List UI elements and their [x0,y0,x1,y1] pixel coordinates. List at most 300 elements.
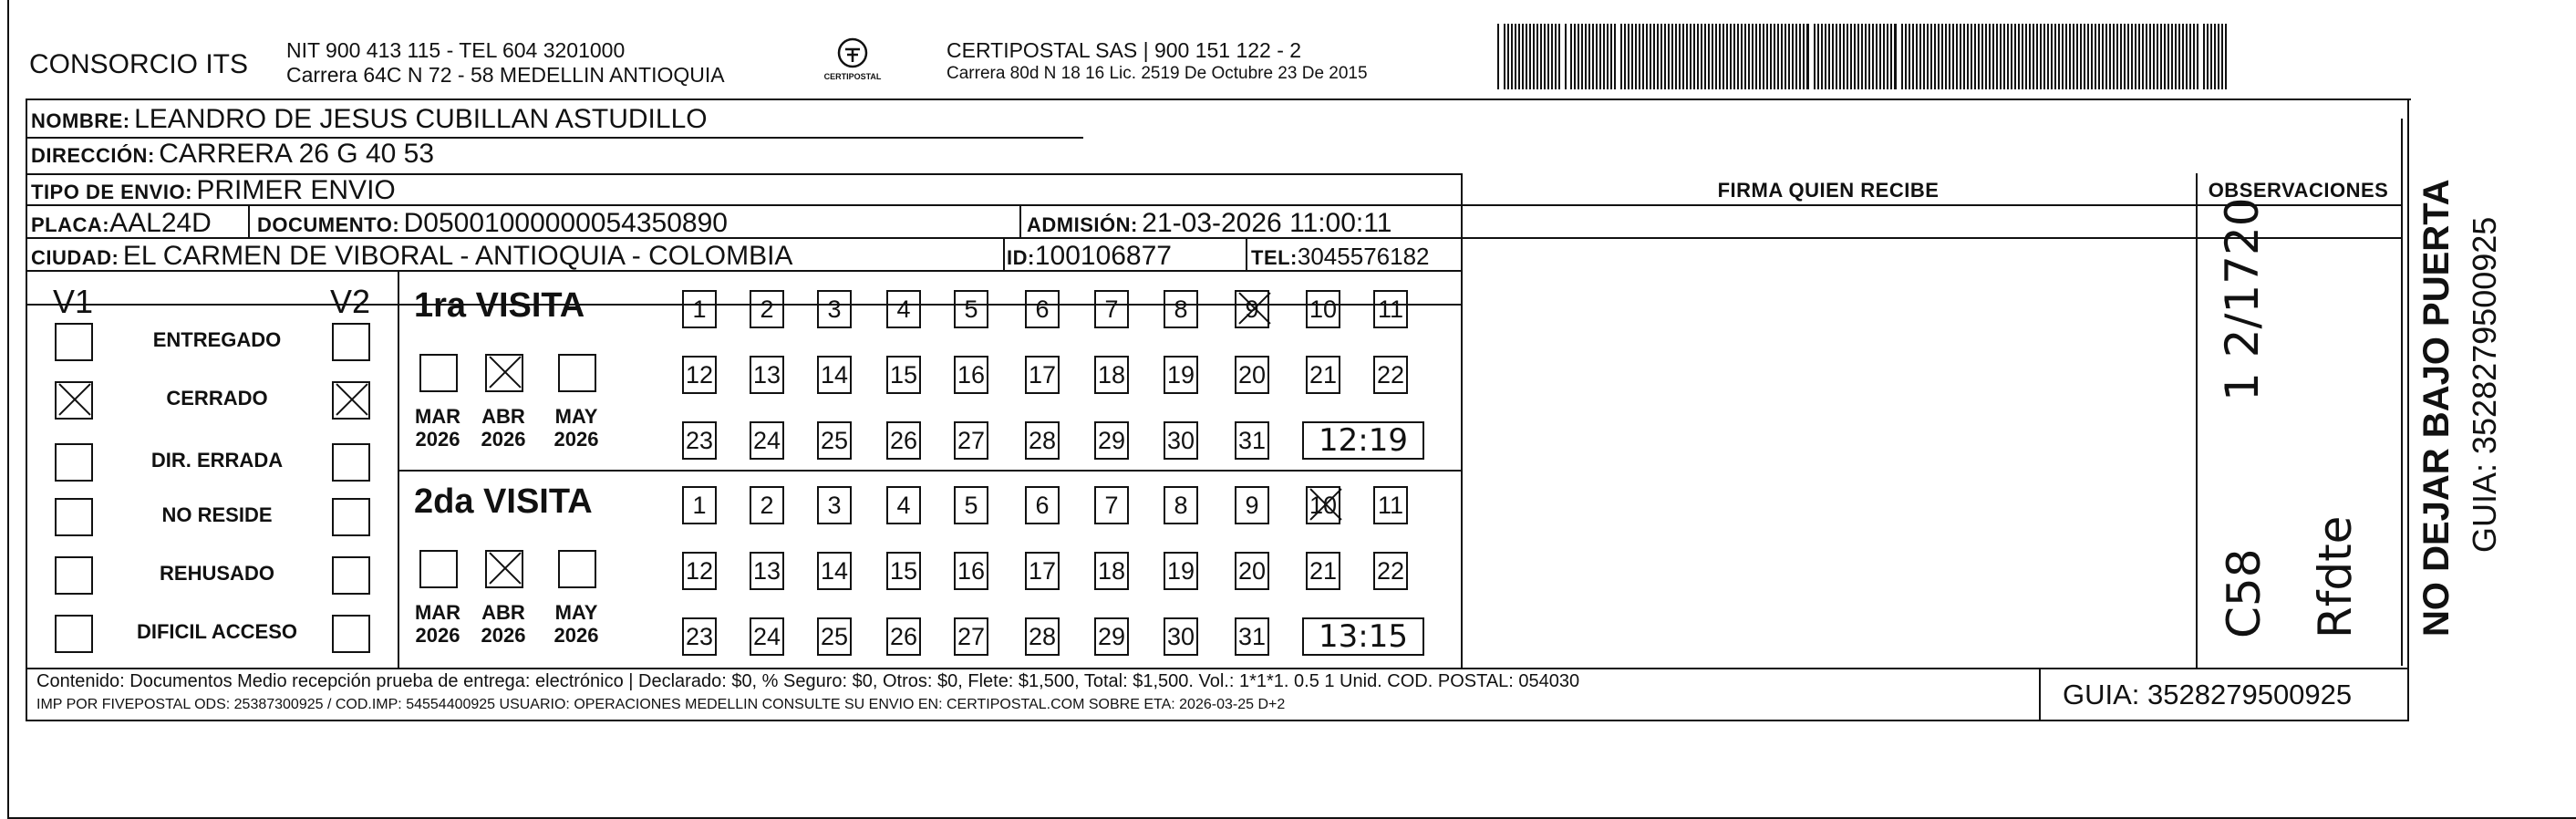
day-box[interactable]: 9 [1235,290,1269,328]
barcode-bar [1781,24,1783,89]
tel-label: TEL: [1251,246,1298,269]
barcode-bar [2003,24,2005,89]
barcode-bar [1763,24,1764,89]
month-name: ABR [481,601,525,624]
barcode-bar [1540,24,1542,89]
day-box[interactable]: 10 [1306,486,1340,524]
barcode-bar [1876,24,1878,89]
barcode-bar [1570,24,1572,89]
barcode-bar [2073,24,2074,89]
observations-header: OBSERVACIONES [2208,179,2389,202]
barcode-bar [1744,24,1746,89]
day-box[interactable]: 7 [1094,486,1129,524]
barcode-bar [1668,24,1670,89]
barcode-bar [1956,24,1958,89]
barcode-bar [2218,24,2219,89]
barcode-bar [1938,24,1940,89]
barcode-bar [2171,24,2173,89]
barcode-bar [1795,24,1797,89]
observation-note-3: Rfdte [2309,515,2362,638]
day-box[interactable]: 24 [750,617,784,656]
send-type-label: TIPO DE ENVIO: [31,181,192,203]
status-v2-checkbox[interactable] [332,381,370,420]
barcode-bar [2087,24,2089,89]
barcode-bar [2007,24,2009,89]
barcode-bar [1792,24,1794,89]
month-year: 2026 [553,428,599,451]
barcode-bar [1814,24,1816,89]
v2-header: V2 [330,283,371,320]
barcode-bar [2105,24,2107,89]
day-box[interactable]: 4 [886,290,921,328]
month-year: 2026 [415,428,460,451]
barcode-bar [1817,24,1819,89]
barcode-bar [1607,24,1609,89]
barcode-bar [1909,24,1910,89]
visit-title: 1ra VISITA [414,286,585,325]
document-number: D05001000000054350890 [403,208,728,238]
footer-print-info: IMP POR FIVEPOSTAL ODS: 25387300925 / COD.IMP: 54554400925 USUARIO: OPERACIONES MEDELLIN CONSULTE SU ENVIO EN: CERTIPOSTAL.COM SOBRE ETA: 2026-03-25 D+2 [36,697,1286,712]
day-box[interactable]: 18 [1094,552,1129,590]
day-box[interactable]: 22 [1373,552,1408,590]
day-box[interactable]: 12 [682,552,717,590]
day-box[interactable]: 26 [886,421,921,460]
barcode-bar [2124,24,2126,89]
barcode-bar [2109,24,2111,89]
barcode-bar [2076,24,2078,89]
barcode-bar [1504,24,1505,89]
address-label: DIRECCIÓN: [31,144,155,167]
barcode-bar [1657,24,1659,89]
barcode-bar [1507,24,1509,89]
barcode-bar [1883,24,1885,89]
month-label [476,601,531,647]
barcode-bar [2047,24,2049,89]
day-box[interactable]: 28 [1025,617,1060,656]
barcode-bar [1912,24,1914,89]
status-v2-checkbox[interactable] [332,615,370,653]
barcode-bar [1857,24,1859,89]
day-box[interactable]: 25 [817,617,852,656]
barcode-bar [1930,24,1932,89]
day-box[interactable]: 24 [750,421,784,460]
status-v2-checkbox[interactable] [332,556,370,595]
barcode-bar [1825,24,1826,89]
barcode-bar [1511,24,1513,89]
barcode-bar [1624,24,1626,89]
barcode-bar [1533,24,1535,89]
barcode-bar [1631,24,1633,89]
month-name: MAY [554,405,598,428]
barcode-bar [1755,24,1757,89]
day-box[interactable]: 27 [954,421,988,460]
barcode-bar [1708,24,1710,89]
day-box[interactable]: 31 [1235,421,1269,460]
barcode-bar [1821,24,1823,89]
barcode-bar [1752,24,1754,89]
barcode-bar [1690,24,1691,89]
barcode-bar [2098,24,2100,89]
barcode-bar [1671,24,1673,89]
barcode-bar [2146,24,2147,89]
barcode-bar [1865,24,1867,89]
barcode-bar [1945,24,1947,89]
recipient-name: LEANDRO DE JESUS CUBILLAN ASTUDILLO [134,104,708,134]
barcode-bar [1588,24,1590,89]
barcode-bar [2051,24,2053,89]
barcode-bar [1726,24,1728,89]
barcode-bar [1723,24,1724,89]
barcode-bar [2080,24,2082,89]
name-row [31,104,708,135]
month-year: 2026 [481,428,526,451]
day-box[interactable]: 19 [1164,552,1198,590]
day-box[interactable]: 14 [817,552,852,590]
day-box[interactable]: 28 [1025,421,1060,460]
barcode-bar [1799,24,1801,89]
id-cell [1007,241,1172,272]
admission-label: ADMISIÓN: [1027,213,1138,236]
barcode-bar [1839,24,1841,89]
barcode-bar [1555,24,1557,89]
barcode-bar [1574,24,1576,89]
day-box[interactable]: 3 [817,290,852,328]
month-checkbox[interactable] [558,550,596,588]
barcode-bar [1639,24,1640,89]
barcode-bar [1596,24,1598,89]
month-checkbox[interactable] [485,354,523,392]
warning-text: NO DEJAR BAJO PUERTA [2416,179,2457,637]
send-type-row [31,175,396,206]
day-box[interactable]: 31 [1235,617,1269,656]
month-label [476,405,531,451]
barcode-bar [1547,24,1549,89]
barcode-bar [2153,24,2155,89]
barcode-bar [2000,24,2002,89]
barcode-bar [2214,24,2216,89]
barcode-bar [1879,24,1881,89]
send-type: PRIMER ENVIO [196,175,396,205]
city: EL CARMEN DE VIBORAL - ANTIOQUIA - COLOMBIA [122,241,793,271]
barcode-bar [2084,24,2085,89]
barcode-bar [1712,24,1713,89]
day-box[interactable]: 27 [954,617,988,656]
status-v1-checkbox[interactable] [55,615,93,653]
courier-name: CERTIPOSTAL SAS | 900 151 122 - 2 [947,38,1302,62]
month-label [549,601,604,647]
document-cell [257,208,728,239]
barcode-bar [1675,24,1677,89]
barcode-bar [1872,24,1874,89]
day-box[interactable]: 8 [1164,290,1198,328]
day-box[interactable]: 17 [1025,552,1060,590]
document-label: DOCUMENTO: [257,213,400,236]
barcode-bar [1737,24,1739,89]
month-checkbox[interactable] [419,550,458,588]
barcode-bar [1748,24,1750,89]
barcode-bar [2029,24,2031,89]
day-box[interactable]: 8 [1164,486,1198,524]
month-checkbox[interactable] [419,354,458,392]
status-v1-checkbox[interactable] [55,323,93,361]
barcode-bar [1650,24,1651,89]
barcode-bar [1963,24,1965,89]
barcode-bar [2186,24,2188,89]
barcode-bar [1847,24,1848,89]
status-v2-checkbox[interactable] [332,443,370,482]
day-box[interactable]: 9 [1235,486,1269,524]
status-label: NO RESIDE [161,503,273,526]
barcode-bar [1581,24,1583,89]
day-box[interactable]: 2 [750,486,784,524]
day-box[interactable]: 30 [1164,421,1198,460]
month-name: MAR [414,601,461,624]
barcode-bar [1544,24,1546,89]
barcode-bar [1967,24,1969,89]
day-box[interactable]: 26 [886,617,921,656]
barcode-bar [2025,24,2027,89]
status-v2-checkbox[interactable] [332,498,370,536]
barcode-bar [2058,24,2060,89]
day-box[interactable]: 5 [954,290,988,328]
status-v1-checkbox[interactable] [55,381,93,420]
barcode-bar [1989,24,1991,89]
status-v1-checkbox[interactable] [55,498,93,536]
status-v1-checkbox[interactable] [55,443,93,482]
status-label: DIFICIL ACCESO [136,620,297,643]
barcode-bar [2160,24,2162,89]
barcode-bar [1828,24,1830,89]
company-nit-tel: NIT 900 413 115 - TEL 604 3201000 [286,38,626,62]
id-label: ID: [1007,246,1035,269]
barcode-bar [1653,24,1655,89]
barcode-bar [2036,24,2038,89]
barcode-bar [1803,24,1805,89]
barcode-bar [1868,24,1870,89]
footer-guide-number: GUIA: 3528279500925 [2063,679,2353,710]
month-label [549,405,604,451]
barcode-bar [1551,24,1553,89]
city-cell [31,241,792,272]
barcode-bar [1518,24,1520,89]
barcode-bar [1599,24,1601,89]
barcode-bar [2065,24,2067,89]
day-box[interactable]: 29 [1094,421,1129,460]
barcode-bar [1635,24,1637,89]
status-v1-checkbox[interactable] [55,556,93,595]
barcode-bar [2210,24,2212,89]
barcode-bar [1832,24,1834,89]
barcode-bar [1620,24,1622,89]
barcode-bar [1614,24,1616,89]
barcode-bar [2175,24,2177,89]
barcode-bar [1785,24,1786,89]
name-label: NOMBRE: [31,109,130,132]
status-v2-checkbox[interactable] [332,323,370,361]
month-label [410,601,465,647]
day-box[interactable]: 6 [1025,486,1060,524]
day-box[interactable]: 17 [1025,356,1060,394]
barcode-bar [1660,24,1662,89]
day-box[interactable]: 20 [1235,552,1269,590]
month-year: 2026 [415,624,460,647]
courier-address: Carrera 80d N 18 16 Lic. 2519 De Octubre 23 De 2015 [947,64,1368,83]
barcode-bar [2043,24,2045,89]
day-box[interactable]: 16 [954,356,988,394]
barcode-bar [1628,24,1629,89]
status-label: ENTREGADO [152,328,282,351]
month-name: MAR [414,405,461,428]
day-box[interactable]: 14 [817,356,852,394]
day-box[interactable]: 7 [1094,290,1129,328]
barcode-bar [2069,24,2071,89]
day-box[interactable]: 23 [682,421,717,460]
day-box[interactable]: 21 [1306,356,1340,394]
id-number: 100106877 [1034,241,1172,271]
day-box[interactable]: 12 [682,356,717,394]
month-checkbox[interactable] [558,354,596,392]
barcode-bar [2149,24,2151,89]
month-checkbox[interactable] [485,550,523,588]
barcode-bar [1836,24,1837,89]
barcode-bar [1777,24,1779,89]
visit-title: 2da VISITA [414,482,593,521]
barcode-bar [2164,24,2166,89]
barcode-bar [1733,24,1735,89]
barcode-bar [1923,24,1925,89]
barcode-bar [1610,24,1612,89]
tel-cell [1251,243,1430,271]
barcode-bar [2102,24,2104,89]
barcode-bar [2113,24,2115,89]
barcode-bar [1934,24,1936,89]
day-box[interactable]: 1 [682,486,717,524]
day-box[interactable]: 20 [1235,356,1269,394]
month-year: 2026 [553,624,599,647]
barcode-bar [1642,24,1644,89]
barcode-bar [2138,24,2140,89]
day-box[interactable]: 19 [1164,356,1198,394]
barcode-bar [1697,24,1699,89]
barcode-bar [2033,24,2034,89]
status-label: CERRADO [166,387,268,410]
barcode-bar [1905,24,1907,89]
barcode-bar [1679,24,1681,89]
recipient-address: CARRERA 26 G 40 53 [159,139,435,169]
day-box[interactable]: 13 [750,356,784,394]
barcode-bar [1522,24,1524,89]
address-row [31,139,434,170]
day-box[interactable]: 11 [1373,486,1408,524]
barcode-bar [1919,24,1921,89]
barcode-bar [1664,24,1666,89]
barcode-bar [1682,24,1684,89]
barcode-bar [1981,24,1983,89]
barcode-bar [1536,24,1538,89]
city-label: CIUDAD: [31,246,119,269]
barcode-bar [1741,24,1743,89]
day-box[interactable]: 16 [954,552,988,590]
month-year: 2026 [481,624,526,647]
day-box[interactable]: 25 [817,421,852,460]
v1-header: V1 [53,283,94,320]
barcode [1497,24,2232,89]
status-label: DIR. ERRADA [150,449,284,472]
barcode-bar [1515,24,1516,89]
barcode-bar [2203,24,2205,89]
barcode-bar [2225,24,2227,89]
plate: AAL24D [109,208,212,238]
day-box[interactable]: 29 [1094,617,1129,656]
barcode-bar [2054,24,2056,89]
barcode-bar [1719,24,1721,89]
tel-number: 3045576182 [1297,243,1430,270]
barcode-bar [2182,24,2184,89]
barcode-bar [1497,24,1499,89]
day-box[interactable]: 4 [886,486,921,524]
day-box[interactable]: 1 [682,290,717,328]
admission-date: 21-03-2026 11:00:11 [1142,208,1392,238]
barcode-bar [1766,24,1768,89]
day-box[interactable]: 6 [1025,290,1060,328]
observation-note-2: C58 [2218,548,2271,638]
company-address: Carrera 64C N 72 - 58 MEDELLIN ANTIOQUIA [286,63,725,87]
day-box[interactable]: 2 [750,290,784,328]
barcode-bar [2207,24,2209,89]
plate-cell [31,208,212,239]
barcode-bar [2120,24,2122,89]
day-box[interactable]: 5 [954,486,988,524]
barcode-bar [1788,24,1790,89]
barcode-bar [1949,24,1950,89]
month-name: ABR [481,405,525,428]
month-name: MAY [554,601,598,624]
barcode-bar [1603,24,1605,89]
barcode-bar [1901,24,1903,89]
day-box[interactable]: 18 [1094,356,1129,394]
barcode-bar [2022,24,2023,89]
barcode-bar [1686,24,1688,89]
barcode-bar [1916,24,1918,89]
day-box[interactable]: 11 [1373,290,1408,328]
day-box[interactable]: 13 [750,552,784,590]
barcode-bar [1701,24,1702,89]
day-box[interactable]: 21 [1306,552,1340,590]
barcode-bar [2018,24,2020,89]
barcode-bar [2091,24,2093,89]
barcode-bar [2011,24,2012,89]
admission-cell [1027,208,1391,239]
signature-header: FIRMA QUIEN RECIBE [1717,179,1940,202]
barcode-bar [1971,24,1972,89]
day-box[interactable]: 30 [1164,617,1198,656]
day-box[interactable]: 15 [886,552,921,590]
day-box[interactable]: 15 [886,356,921,394]
barcode-bar [1985,24,1987,89]
barcode-bar [2221,24,2223,89]
barcode-bar [2193,24,2195,89]
barcode-bar [2178,24,2180,89]
barcode-bar [2095,24,2096,89]
barcode-bar [2116,24,2118,89]
barcode-bar [1526,24,1527,89]
day-box[interactable]: 23 [682,617,717,656]
barcode-bar [1894,24,1897,89]
day-box[interactable]: 10 [1306,290,1340,328]
barcode-bar [1646,24,1648,89]
day-box[interactable]: 3 [817,486,852,524]
day-box[interactable]: 22 [1373,356,1408,394]
